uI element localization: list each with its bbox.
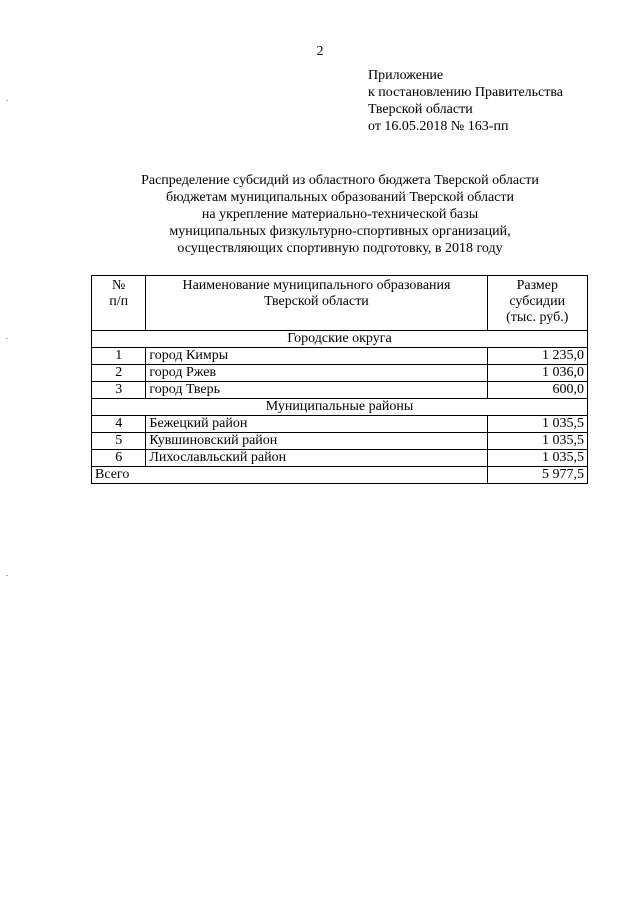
page-number: 2 (316, 44, 324, 59)
header-num-line: п/п (109, 294, 129, 309)
scan-margin-mark (6, 575, 8, 576)
header-amount-line: Размер (516, 278, 558, 293)
total-amount: 5 977,5 (487, 467, 587, 484)
row-amount: 1 036,0 (487, 365, 587, 382)
appendix-line: Приложение (368, 68, 444, 83)
row-name: Лихославльский район (146, 450, 487, 467)
total-row (92, 467, 588, 484)
title-line: бюджетам муниципальных образований Тверской области (165, 190, 515, 205)
row-name: город Кимры (146, 348, 487, 365)
row-name: город Ржев (146, 365, 487, 382)
row-num: 3 (92, 382, 146, 399)
appendix-line: Тверской области (368, 102, 473, 117)
appendix-line: от 16.05.2018 № 163-пп (368, 119, 509, 134)
document-title (90, 172, 590, 257)
scan-margin-mark (6, 100, 8, 101)
row-amount: 1 035,5 (487, 450, 587, 467)
appendix-line: к постановлению Правительства (368, 85, 564, 100)
appendix-block (368, 67, 563, 135)
header-num-line: № (112, 278, 126, 293)
row-name: Кувшиновский район (146, 433, 487, 450)
section-row (92, 331, 588, 348)
section-row (92, 399, 588, 416)
table-row (92, 348, 588, 365)
title-line: осуществляющих спортивную подготовку, в 2018 году (177, 241, 503, 256)
row-num: 6 (92, 450, 146, 467)
table-row (92, 416, 588, 433)
row-num: 1 (92, 348, 146, 365)
row-amount: 1 235,0 (487, 348, 587, 365)
row-num: 5 (92, 433, 146, 450)
header-num (92, 276, 146, 331)
section-title: Городские округа (92, 331, 588, 348)
row-amount: 600,0 (487, 382, 587, 399)
header-amount (487, 276, 587, 331)
table-row (92, 433, 588, 450)
total-label: Всего (92, 467, 488, 484)
header-name-line: Наименование муниципального образования (182, 278, 451, 293)
subsidy-table (91, 275, 588, 484)
section-title: Муниципальные районы (92, 399, 588, 416)
row-name: город Тверь (146, 382, 487, 399)
row-num: 2 (92, 365, 146, 382)
table-row (92, 382, 588, 399)
title-line: на укрепление материально-технической базы (201, 207, 479, 222)
table-row (92, 365, 588, 382)
header-name-line: Тверской области (264, 294, 369, 309)
title-line: муниципальных физкультурно-спортивных организаций, (169, 224, 511, 239)
row-name: Бежецкий район (146, 416, 487, 433)
table-header-row (92, 276, 588, 331)
title-line: Распределение субсидий из областного бюджета Тверской области (141, 173, 539, 188)
scan-margin-mark (6, 338, 8, 339)
row-amount: 1 035,5 (487, 433, 587, 450)
header-name (146, 276, 487, 331)
row-amount: 1 035,5 (487, 416, 587, 433)
header-amount-line: (тыс. руб.) (506, 310, 569, 325)
row-num: 4 (92, 416, 146, 433)
table-row (92, 450, 588, 467)
header-amount-line: субсидии (509, 294, 566, 309)
